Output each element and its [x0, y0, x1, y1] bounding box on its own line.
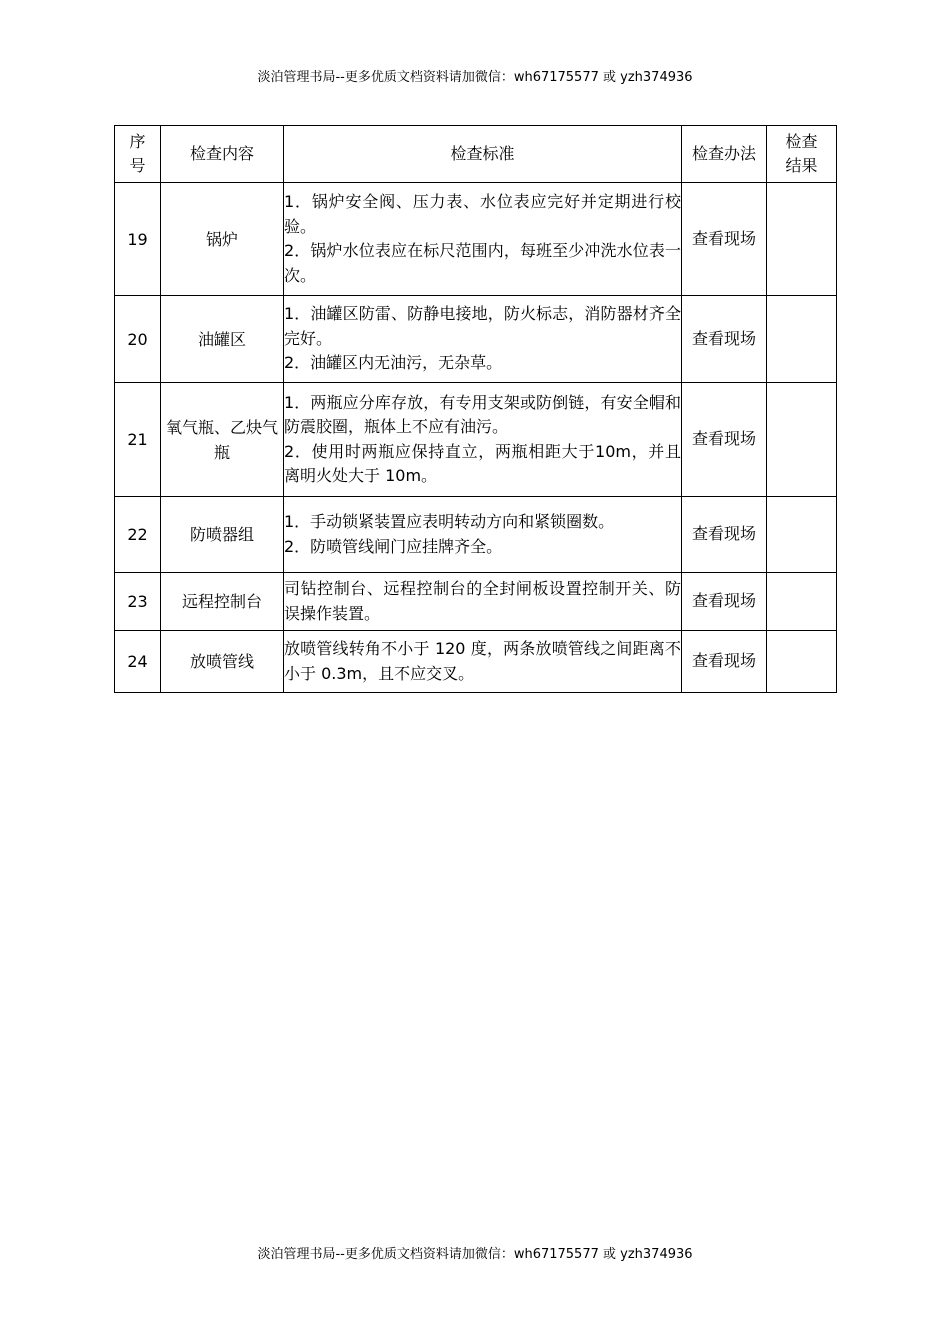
- row-standard: [284, 383, 682, 497]
- row-seq: 23: [115, 573, 161, 631]
- row-standard: [284, 631, 682, 693]
- standard-line: 2．使用时两瓶应保持直立，两瓶相距大于10m，并且离明火处大于 10m。: [284, 441, 681, 485]
- standard-line: 放喷管线转角不小于 120 度，两条放喷管线之间距离不小于 0.3m，且不应交叉。: [284, 639, 681, 683]
- page-header-note: 淡泊管理书局--更多优质文档资料请加微信：wh67175577 或 yzh374936: [257, 70, 693, 85]
- table-row: [115, 497, 837, 573]
- row-seq: 19: [115, 183, 161, 296]
- header-result: 检查结果: [767, 126, 837, 183]
- row-method: 查看现场: [682, 296, 767, 383]
- row-content: 油罐区: [161, 296, 284, 383]
- row-method: 查看现场: [682, 383, 767, 497]
- row-result: [767, 383, 837, 497]
- table-row: [115, 383, 837, 497]
- row-content: 远程控制台: [161, 573, 284, 631]
- row-result: [767, 296, 837, 383]
- header-seq: 序号: [115, 126, 161, 183]
- row-seq: 21: [115, 383, 161, 497]
- row-content: 氧气瓶、乙炔气瓶: [161, 383, 284, 497]
- standard-line: 司钻控制台、远程控制台的全封闸板设置控制开关、防误操作装置。: [284, 579, 681, 623]
- header-content: 检查内容: [161, 126, 284, 183]
- row-seq: 22: [115, 497, 161, 573]
- table-row: [115, 183, 837, 296]
- standard-line: 1．锅炉安全阀、压力表、水位表应完好并定期进行校验。: [284, 192, 681, 236]
- standard-line: 1．油罐区防雷、防静电接地，防火标志，消防器材齐全完好。: [284, 304, 681, 348]
- standard-line: 2．防喷管线闸门应挂牌齐全。: [284, 536, 503, 556]
- header-method: 检查办法: [682, 126, 767, 183]
- row-result: [767, 497, 837, 573]
- row-method: 查看现场: [682, 183, 767, 296]
- table-row: [115, 296, 837, 383]
- row-content: 防喷器组: [161, 497, 284, 573]
- header-standard: 检查标准: [284, 126, 682, 183]
- table-row: [115, 573, 837, 631]
- row-standard: [284, 573, 682, 631]
- row-result: [767, 573, 837, 631]
- row-standard: [284, 497, 682, 573]
- row-seq: 24: [115, 631, 161, 693]
- inspection-table: [114, 125, 837, 693]
- table-row: [115, 631, 837, 693]
- standard-line: 2．锅炉水位表应在标尺范围内，每班至少冲洗水位表一次。: [284, 241, 681, 285]
- standard-line: 1．两瓶应分库存放，有专用支架或防倒链，有安全帽和防震胶圈，瓶体上不应有油污。: [284, 392, 681, 436]
- table-header-row: [115, 126, 837, 183]
- row-seq: 20: [115, 296, 161, 383]
- row-standard: [284, 183, 682, 296]
- row-method: 查看现场: [682, 497, 767, 573]
- standard-line: 2．油罐区内无油污，无杂草。: [284, 353, 503, 373]
- standard-line: 1．手动锁紧装置应表明转动方向和紧锁圈数。: [284, 512, 615, 531]
- row-content: 锅炉: [161, 183, 284, 296]
- row-method: 查看现场: [682, 631, 767, 693]
- row-result: [767, 631, 837, 693]
- row-content: 放喷管线: [161, 631, 284, 693]
- row-standard: [284, 296, 682, 383]
- row-result: [767, 183, 837, 296]
- row-method: 查看现场: [682, 573, 767, 631]
- page-footer-note: 淡泊管理书局--更多优质文档资料请加微信：wh67175577 或 yzh374936: [257, 1247, 693, 1262]
